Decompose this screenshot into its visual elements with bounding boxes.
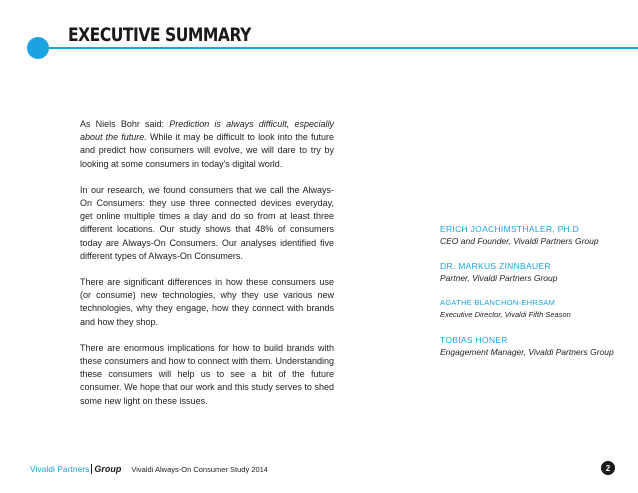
- p1-prefix: As Niels Bohr said:: [80, 119, 170, 129]
- p1-rest: While it may be difficult to look into the future and predict how consumers will evolve, we will dare to try by looking at some consumers in today's digital world.: [80, 132, 334, 169]
- signatory-role: Executive Director, Vivaldi Fifth Season: [440, 310, 571, 319]
- signatory-role: CEO and Founder, Vivaldi Partners Group: [440, 236, 599, 246]
- page-number: 2: [601, 461, 615, 475]
- header-rule: [40, 47, 638, 49]
- footer: [30, 462, 268, 476]
- signatory-role: Partner, Vivaldi Partners Group: [440, 273, 558, 283]
- signatory-role: Engagement Manager, Vivaldi Partners Group: [440, 347, 614, 357]
- footer-logo-partners: Vivaldi Partners: [30, 464, 90, 474]
- signatory: [440, 260, 630, 284]
- signatory-name: AGATHE BLANCHON-EHRSAM: [440, 298, 556, 307]
- signatory-name: DR. MARKUS ZINNBAUER: [440, 261, 551, 271]
- signatory: [440, 334, 630, 358]
- signatories: [440, 223, 630, 371]
- signatory: [440, 297, 630, 321]
- signatory-name: ERICH JOACHIMSTHALER, PH.D: [440, 224, 580, 234]
- paragraph-3: There are significant differences in how these consumers use (or consume) new technologies, why they use various new technologies, why they engage, how they connect with brands and how they shop.: [80, 277, 334, 327]
- paragraph-1: [80, 118, 334, 171]
- header-dot: [27, 37, 49, 59]
- footer-logo-divider: [91, 464, 92, 474]
- signatory-name: TOBIAS HONER: [440, 335, 508, 345]
- bohr-quote: Prediction is always difficult, especially about the future.: [80, 119, 334, 143]
- footer-title: Vivaldi Always-On Consumer Study 2014: [131, 464, 268, 474]
- paragraph-4: There are enormous implications for how to build brands with these consumers and how to connect with them. Understanding these consumers will help us to see a bit of the future consumer. We hope that our work and this study serves to shed some new light on these issues.: [80, 342, 334, 406]
- signatory: [440, 223, 630, 247]
- page-title: EXECUTIVE SUMMARY: [68, 24, 251, 46]
- footer-logo-group: Group: [94, 464, 122, 474]
- summary-body: [80, 118, 334, 421]
- paragraph-2: In our research, we found consumers that we call the Always-On Consumers: they use three connected devices everyday, get online multiple times a day and do so from at least three different locations. Our study shows that 48% of consumers today are Always-On Consumers. Our analyses identified five different types of Always-On Consumers.: [80, 184, 334, 261]
